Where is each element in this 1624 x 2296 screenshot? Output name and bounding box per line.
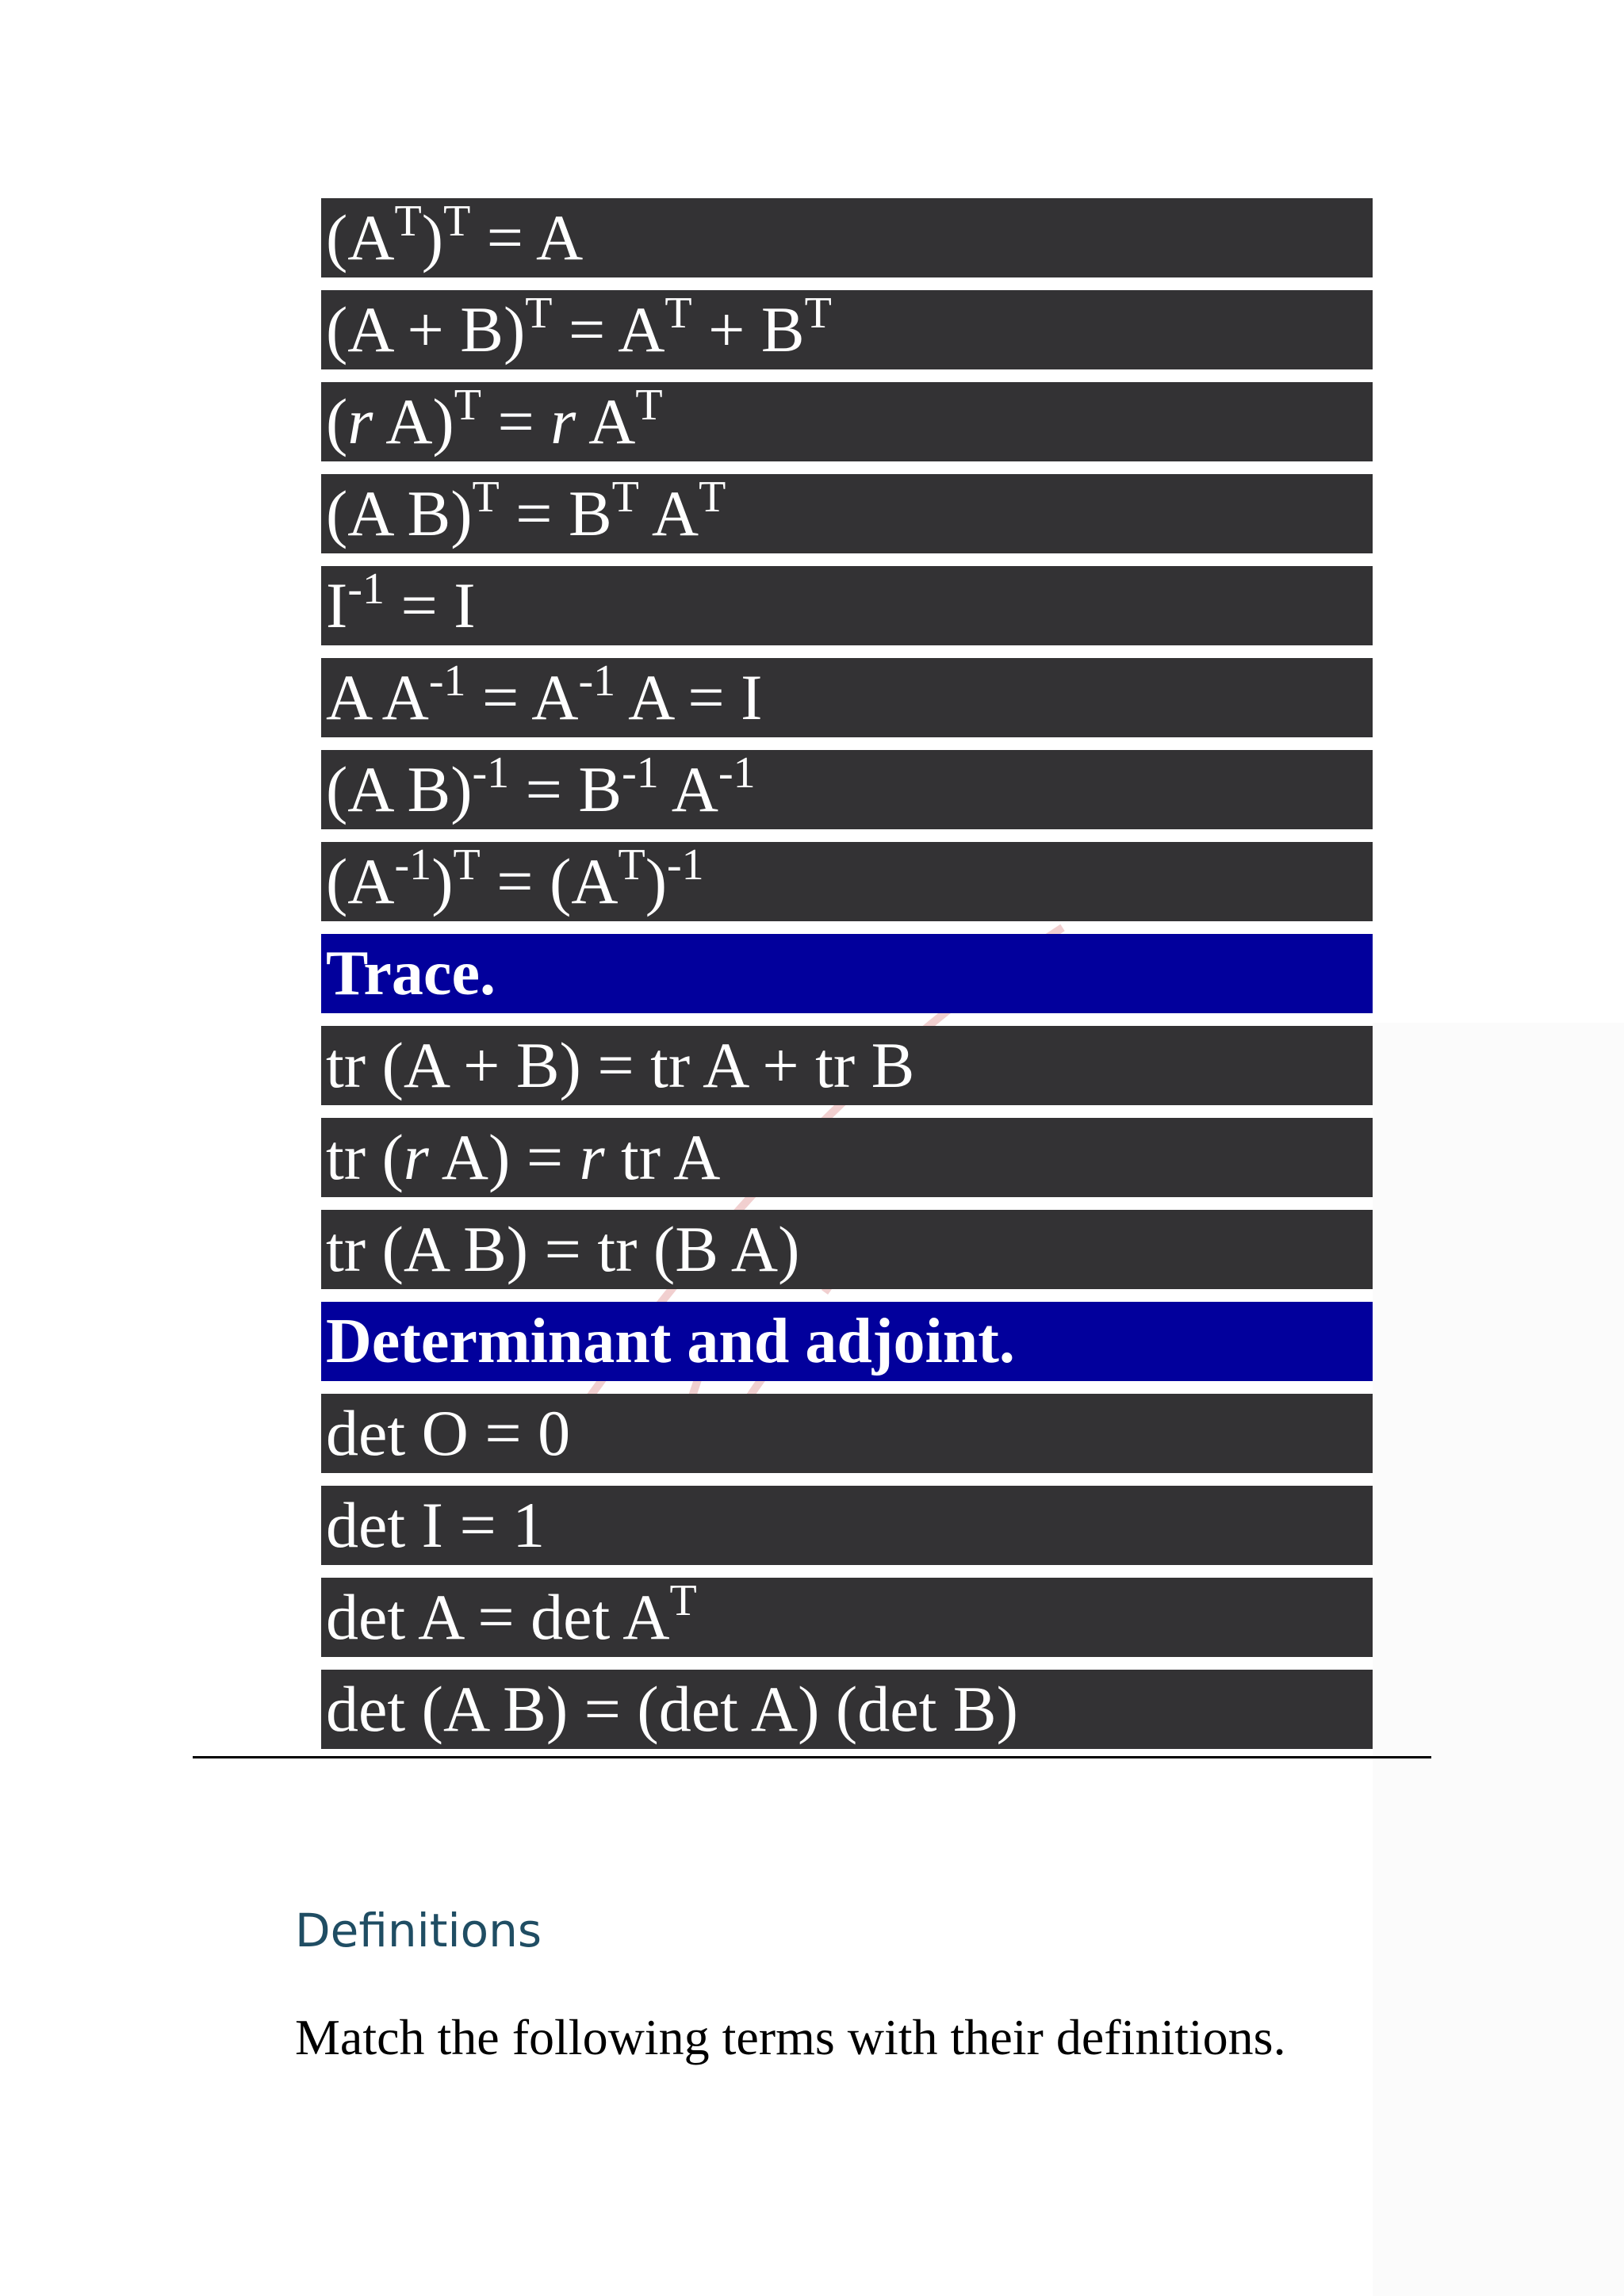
formula-text: (A + B) — [326, 293, 526, 365]
formula-text: ) — [421, 201, 444, 274]
section-header-row — [321, 1302, 1373, 1381]
formula-text: A — [658, 753, 718, 825]
formula-row — [321, 1394, 1373, 1473]
formula-text: det O = 0 — [326, 1397, 571, 1469]
formula-row — [321, 1118, 1373, 1197]
page-background-panel — [1373, 1023, 1624, 2296]
formula-text: A) — [373, 385, 454, 457]
superscript: -1 — [428, 658, 466, 706]
formula-text: = B — [509, 753, 622, 825]
superscript: T — [665, 290, 692, 338]
formula-row — [321, 198, 1373, 277]
formula-text: tr (A + B) = tr A + tr B — [326, 1029, 915, 1101]
formula-row — [321, 1578, 1373, 1657]
formula-text: det A = det A — [326, 1581, 670, 1653]
formula-row — [321, 1486, 1373, 1565]
formula-row — [321, 290, 1373, 369]
identity-table — [321, 198, 1373, 1762]
formula-row — [321, 566, 1373, 645]
formula-row — [321, 1670, 1373, 1749]
formula-text: ) — [431, 845, 454, 917]
formula-text: Determinant and adjoint. — [326, 1307, 1015, 1376]
formula-text: = — [481, 385, 551, 457]
superscript: T — [454, 382, 481, 430]
superscript: -1 — [667, 842, 704, 890]
superscript: T — [635, 382, 663, 430]
formula-text: A — [638, 477, 699, 549]
superscript: T — [618, 842, 645, 890]
formula-row — [321, 1026, 1373, 1105]
formula-text: (A — [326, 845, 395, 917]
superscript: T — [525, 290, 553, 338]
section-heading: Definitions — [295, 1904, 542, 1957]
formula-text: + B — [691, 293, 805, 365]
formula-text: r — [579, 1121, 605, 1193]
formula-text: = I — [384, 569, 476, 641]
formula-text: = A — [465, 661, 579, 733]
superscript: -1 — [718, 750, 756, 798]
formula-text: det I = 1 — [326, 1489, 546, 1561]
formula-text: tr A — [604, 1121, 721, 1193]
formula-text: = B — [499, 477, 612, 549]
formula-text: det (A B) = (det A) (det B) — [326, 1673, 1018, 1745]
superscript: T — [472, 474, 500, 522]
formula-text: (A B) — [326, 477, 473, 549]
formula-text: I — [326, 569, 348, 641]
superscript: -1 — [472, 750, 510, 798]
formula-text: = A — [470, 201, 584, 274]
formula-text: A = I — [615, 661, 763, 733]
formula-row — [321, 750, 1373, 829]
formula-row — [321, 842, 1373, 921]
superscript: -1 — [347, 566, 385, 614]
formula-text: (A B) — [326, 753, 473, 825]
formula-text: r — [347, 385, 373, 457]
superscript: T — [394, 198, 422, 246]
formula-text: ( — [326, 385, 348, 457]
superscript: T — [611, 474, 639, 522]
superscript: -1 — [394, 842, 432, 890]
superscript: T — [804, 290, 832, 338]
formula-text: = (A — [480, 845, 619, 917]
formula-text: tr ( — [326, 1121, 404, 1193]
formula-text: r — [550, 385, 576, 457]
superscript: -1 — [578, 658, 616, 706]
formula-text: ) — [645, 845, 668, 917]
superscript: -1 — [622, 750, 659, 798]
superscript: T — [443, 198, 471, 246]
section-divider — [193, 1756, 1431, 1758]
formula-text: A A — [326, 661, 429, 733]
formula-text: A) = — [428, 1121, 580, 1193]
superscript: T — [669, 1578, 697, 1625]
formula-text: = A — [552, 293, 665, 365]
superscript: T — [453, 842, 481, 890]
instruction-text: Match the following terms with their definitions. — [295, 2009, 1286, 2065]
formula-row — [321, 382, 1373, 461]
formula-text: A — [576, 385, 636, 457]
formula-text: (A — [326, 201, 395, 274]
formula-row — [321, 658, 1373, 737]
formula-text: Trace. — [326, 939, 496, 1008]
section-header-row — [321, 934, 1373, 1013]
formula-row — [321, 474, 1373, 553]
formula-text: r — [403, 1121, 429, 1193]
formula-text: tr (A B) = tr (B A) — [326, 1213, 800, 1285]
formula-row — [321, 1210, 1373, 1289]
superscript: T — [699, 474, 726, 522]
